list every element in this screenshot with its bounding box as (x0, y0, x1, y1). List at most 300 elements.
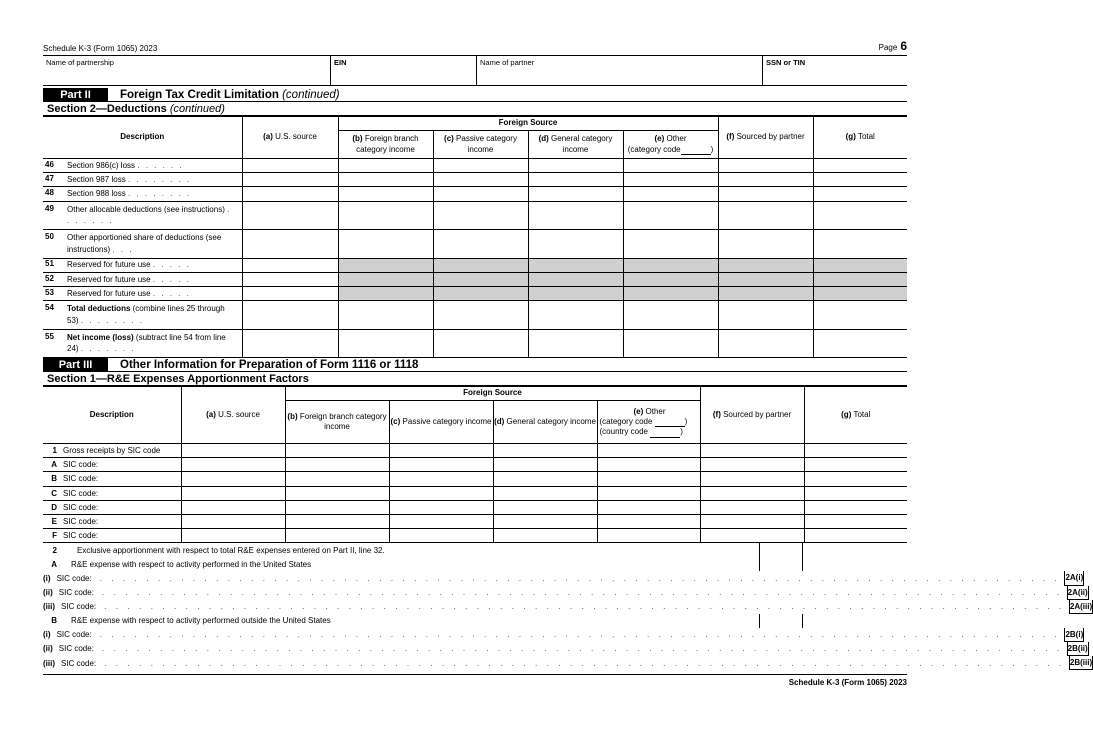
table-row (43, 258, 907, 272)
cell-d[interactable] (528, 329, 623, 358)
cell-e[interactable] (597, 514, 700, 528)
part2-rows (43, 159, 907, 358)
amount-blank (803, 614, 907, 628)
sic-label: SIC code: (63, 460, 99, 470)
cell-d[interactable] (528, 230, 623, 259)
line-bold: Total deductions (67, 304, 131, 314)
col-e: (e) Other (category code ) (623, 131, 718, 159)
cell-c (433, 286, 528, 300)
cell-d[interactable] (528, 187, 623, 201)
sic-label: SIC code: (58, 588, 94, 598)
table-row (43, 272, 907, 286)
sub-line-row (43, 586, 1088, 600)
p3-col-c-text: Passive category income (402, 416, 492, 426)
line-label: Gross receipts by SIC code (63, 446, 161, 456)
cell-b[interactable] (285, 458, 389, 472)
sic-label: SIC code: (63, 488, 99, 498)
line2-section (43, 543, 1093, 670)
cell-g[interactable] (804, 514, 907, 528)
part3-label: Part III (43, 358, 108, 372)
cell-e[interactable] (597, 500, 700, 514)
cell-a[interactable] (181, 486, 285, 500)
cell-d[interactable] (528, 201, 623, 230)
line-ref: 2B(i) (1064, 628, 1084, 642)
line-number: 46 (45, 159, 54, 169)
line-text (67, 174, 238, 186)
part2-title-text: Foreign Tax Credit Limitation (120, 88, 279, 101)
line-text (67, 303, 238, 326)
cell-c[interactable] (389, 486, 493, 500)
cell-a[interactable] (242, 329, 338, 358)
leader-dots: . . . . . (152, 260, 191, 270)
cell-c[interactable] (433, 230, 528, 259)
cell-c[interactable] (389, 529, 493, 543)
cell-d (528, 272, 623, 286)
cell-f[interactable] (718, 201, 813, 230)
table-row (43, 286, 907, 300)
cell-b[interactable] (285, 514, 389, 528)
cell-b[interactable] (338, 159, 433, 173)
line-number: 49 (45, 203, 54, 213)
cell-d[interactable] (493, 529, 597, 543)
roman-numeral: (ii) (43, 588, 53, 598)
line-number: A (51, 559, 57, 569)
cell-b[interactable] (285, 486, 389, 500)
cell-a[interactable] (181, 444, 285, 458)
table-row (43, 187, 907, 201)
part3-section-title: Section 1—R&E Expenses Apportionment Factors (43, 372, 907, 386)
ssn-tin-field[interactable] (762, 56, 907, 85)
row-description (43, 258, 242, 272)
page-label: Page (878, 43, 898, 52)
line-text (67, 188, 238, 200)
part3-title: Other Information for Preparation of Form 1116 or 1118 (120, 358, 419, 371)
p3-col-c-letter: (c) (390, 416, 401, 426)
cell-f[interactable] (718, 159, 813, 173)
table-row (43, 201, 907, 230)
row-letter: D (51, 502, 57, 512)
cell-g (813, 286, 907, 300)
cell-g[interactable] (804, 500, 907, 514)
cell-a[interactable] (242, 230, 338, 259)
sic-row (43, 486, 907, 500)
line-text (67, 259, 238, 271)
line2-header (43, 543, 907, 557)
cell-c[interactable] (433, 173, 528, 187)
cell-d[interactable] (493, 486, 597, 500)
col-d-letter: (d) (538, 134, 549, 144)
cell-f (718, 272, 813, 286)
sic-row (43, 529, 907, 543)
col-a-text: U.S. source (275, 132, 317, 142)
cell-g[interactable] (804, 472, 907, 486)
sic-row (43, 500, 907, 514)
cell-e[interactable] (623, 173, 718, 187)
table-row (43, 301, 907, 330)
ref-blank (759, 543, 803, 557)
line-number: 50 (45, 232, 54, 242)
cell-f[interactable] (718, 329, 813, 358)
cell-b[interactable] (338, 173, 433, 187)
cell-c[interactable] (389, 514, 493, 528)
col-d-text: General category income (551, 134, 613, 154)
ein-label: EIN (334, 58, 347, 67)
cell-g (813, 272, 907, 286)
form-page (43, 39, 1093, 688)
row-description (43, 486, 181, 500)
cell-c[interactable] (389, 472, 493, 486)
partnership-name-field[interactable] (43, 56, 330, 85)
amount-blank (803, 557, 907, 571)
roman-numeral: (i) (43, 573, 51, 583)
sic-label: SIC code: (63, 502, 99, 512)
cell-f[interactable] (700, 444, 804, 458)
part2-title (120, 89, 340, 101)
cell-c (433, 272, 528, 286)
cell-d[interactable] (493, 458, 597, 472)
identification-row (43, 56, 907, 86)
cell-c[interactable] (433, 159, 528, 173)
roman-numeral: (iii) (43, 658, 55, 668)
line-number: 48 (45, 188, 54, 198)
cell-c[interactable] (433, 301, 528, 330)
sic-label: SIC code: (61, 658, 97, 668)
part3-header (43, 358, 907, 372)
cell-g[interactable] (813, 187, 907, 201)
p3-col-e-letter: (e) (633, 406, 644, 416)
row-description (43, 173, 242, 187)
cell-a[interactable] (242, 258, 338, 272)
sic-label: SIC code: (63, 531, 99, 541)
cell-f[interactable] (718, 230, 813, 259)
cell-f[interactable] (700, 486, 804, 500)
cell-g[interactable] (813, 159, 907, 173)
line-text (67, 232, 238, 255)
p3-col-g-letter: (g) (841, 409, 852, 419)
line-number: B (51, 616, 57, 626)
row-description (43, 529, 181, 543)
cell-e[interactable] (623, 201, 718, 230)
line2a-header (43, 557, 907, 571)
line-label: Other allocable deductions (see instructions) (67, 204, 225, 214)
form-footer: Schedule K-3 (Form 1065) 2023 (43, 674, 907, 687)
cell-b[interactable] (285, 472, 389, 486)
p3-foreign-source-text: Foreign Source (463, 388, 522, 398)
cell-e (623, 258, 718, 272)
cell-f[interactable] (700, 500, 804, 514)
part2-header (43, 88, 907, 102)
sub-line-row (43, 628, 1084, 642)
cell-b[interactable] (285, 529, 389, 543)
cell-b (338, 286, 433, 300)
cell-a[interactable] (181, 458, 285, 472)
row-description (43, 159, 242, 173)
cell-a[interactable] (181, 514, 285, 528)
row-letter: F (52, 531, 57, 541)
cell-a[interactable] (242, 272, 338, 286)
cell-b[interactable] (338, 230, 433, 259)
cell-c[interactable] (389, 458, 493, 472)
sic-row (43, 458, 907, 472)
line-number: 55 (45, 331, 54, 341)
line-number: 51 (45, 259, 54, 269)
cell-c[interactable] (433, 201, 528, 230)
p3-col-e-code: (category code (599, 416, 653, 426)
line-number: 47 (45, 173, 54, 183)
p3-col-foreign-source (285, 387, 700, 401)
cell-e[interactable] (623, 301, 718, 330)
line-label: (subtract line 54 from line 24) (67, 332, 226, 354)
sic-label: SIC code: (56, 630, 92, 640)
partnership-name-label: Name of partnership (46, 58, 114, 67)
col-description (43, 117, 242, 159)
line-label: Reserved for future use (67, 274, 151, 284)
part2-label: Part II (43, 88, 108, 102)
line-text (67, 274, 238, 286)
cell-e (623, 286, 718, 300)
col-g-letter: (g) (845, 132, 856, 142)
p3-col-description-text: Description (89, 409, 134, 419)
page-number: 6 (900, 39, 907, 53)
cell-f[interactable] (718, 187, 813, 201)
p3-col-e-country: (country code (599, 427, 648, 437)
p3-col-f-letter: (f) (712, 409, 721, 419)
p3-col-c (389, 401, 493, 444)
cell-e[interactable] (597, 444, 700, 458)
leader-dots: . . . . . (152, 288, 191, 298)
part2-deductions-table (43, 116, 907, 358)
line-label: Reserved for future use (67, 288, 151, 298)
cell-g[interactable] (813, 201, 907, 230)
row-description (43, 514, 181, 528)
cell-g[interactable] (804, 444, 907, 458)
line-text (67, 288, 238, 300)
leader-dots: . . . . . . (137, 160, 184, 170)
cell-f[interactable] (700, 529, 804, 543)
p3-col-description (43, 387, 181, 444)
line-label: Other apportioned share of deductions (see instructions) (67, 233, 222, 254)
cell-d (528, 258, 623, 272)
cell-e[interactable] (597, 472, 700, 486)
cell-e[interactable] (597, 529, 700, 543)
gross-receipts-row (43, 444, 907, 458)
table-row (43, 329, 907, 358)
cell-f (718, 258, 813, 272)
p3-col-d-text: General category income (506, 416, 596, 426)
row-description (43, 472, 181, 486)
col-c-letter: (c) (444, 134, 454, 144)
line-ref: 2A(ii) (1067, 586, 1089, 600)
form-header (43, 40, 907, 56)
cell-e[interactable] (623, 159, 718, 173)
part2-section-continued: (continued) (169, 103, 225, 115)
p3-col-a-text: U.S. source (218, 409, 260, 419)
ref-blank (759, 557, 803, 571)
sub-line-row (43, 642, 1088, 656)
line-ref: 2B(ii) (1067, 642, 1089, 656)
line-label: Section 988 loss (67, 189, 126, 199)
line-label: R&E expense with respect to activity performed outside the United States (71, 616, 331, 626)
cell-c[interactable] (433, 329, 528, 358)
row-description (43, 272, 242, 286)
cell-d[interactable] (528, 301, 623, 330)
col-description-text: Description (120, 132, 165, 142)
cell-d[interactable] (493, 444, 597, 458)
col-e-letter: (e) (654, 134, 665, 144)
cell-g[interactable] (813, 301, 907, 330)
cell-b[interactable] (285, 444, 389, 458)
cell-c (433, 258, 528, 272)
row-letter: B (51, 474, 57, 484)
cell-a[interactable] (242, 187, 338, 201)
line-bold: Net income (loss) (67, 332, 134, 342)
row-letter: E (51, 516, 57, 526)
p3-country-code-blank[interactable] (650, 437, 680, 438)
row-description (43, 444, 181, 458)
part2-continued: (continued) (282, 88, 340, 101)
leader-dots: . . . . . (152, 274, 191, 284)
col-a-letter: (a) (263, 132, 273, 142)
cell-a[interactable] (242, 286, 338, 300)
table-row (43, 230, 907, 259)
col-b (338, 131, 433, 159)
line-ref: 2B(iii) (1069, 656, 1093, 670)
table-row (43, 159, 907, 173)
sub-line-row (43, 656, 1093, 670)
row-description (43, 187, 242, 201)
cell-d[interactable] (528, 173, 623, 187)
part2-section-text: Section 2—Deductions (47, 103, 167, 115)
foreign-source-text: Foreign Source (498, 118, 558, 128)
cell-g[interactable] (804, 458, 907, 472)
cell-f[interactable] (718, 173, 813, 187)
leader-dots: . . . . . . . . (127, 189, 192, 199)
cell-g[interactable] (813, 329, 907, 358)
cell-b[interactable] (338, 329, 433, 358)
leader-dots: . . . . . . . . . . . . . . . . . . . . . . . . . . . . . . . . . . . . . . . . . . . . . . . . . . . . . . . . . . . . . . . . . . . . . . . . . . . . . . . . . . . (99, 573, 1061, 583)
leader-dots: . . . . . . . . . . . . . . . . . . . . . . . . . . . . . . . . . . . . . . . . . . . . . . . . . . . . . . . . . . . . . . . . . . . . . . . . . . . . . . . . . . . (101, 588, 1063, 598)
col-e-code: (category code (627, 144, 681, 154)
col-g (813, 117, 907, 159)
line-text (67, 160, 238, 172)
cell-f[interactable] (700, 514, 804, 528)
cell-a[interactable] (242, 201, 338, 230)
form-id: Schedule K-3 (Form 1065) 2023 (43, 44, 158, 53)
line-label: Exclusive apportionment with respect to total R&E expenses entered on Part II, line 32. (77, 545, 385, 555)
col-g-text: Total (857, 132, 875, 142)
cell-f[interactable] (718, 301, 813, 330)
row-letter: C (51, 488, 57, 498)
line-label: R&E expense with respect to activity performed in the United States (71, 559, 312, 569)
cell-d[interactable] (493, 472, 597, 486)
cell-a[interactable] (242, 159, 338, 173)
partner-name-field[interactable] (476, 56, 762, 85)
ein-field[interactable] (330, 56, 476, 85)
category-code-blank[interactable] (681, 154, 711, 155)
cell-e[interactable] (623, 230, 718, 259)
col-c (433, 131, 528, 159)
col-a (242, 117, 338, 159)
cell-e[interactable] (597, 486, 700, 500)
line-ref: 2A(i) (1064, 571, 1084, 585)
sic-label: SIC code: (58, 644, 94, 654)
cell-d[interactable] (493, 500, 597, 514)
cell-c[interactable] (433, 187, 528, 201)
line2b-header (43, 614, 907, 628)
roman-numeral: (ii) (43, 644, 53, 654)
amount-blank (803, 543, 907, 557)
cell-g[interactable] (813, 173, 907, 187)
p3-col-e: (e) Other (category code ) (country code ) (597, 401, 700, 444)
cell-c[interactable] (389, 500, 493, 514)
row-description (43, 230, 242, 259)
cell-d[interactable] (493, 514, 597, 528)
cell-a[interactable] (181, 529, 285, 543)
leader-dots: . . . . . . . (80, 344, 136, 354)
cell-e[interactable] (623, 329, 718, 358)
cell-e[interactable] (623, 187, 718, 201)
p3-col-b-text: Foreign branch category income (299, 411, 387, 432)
p3-col-d (493, 401, 597, 444)
cell-d[interactable] (528, 159, 623, 173)
row-description (43, 500, 181, 514)
cell-e[interactable] (597, 458, 700, 472)
line-number: 1 (52, 446, 57, 456)
sic-label: SIC code: (61, 602, 97, 612)
cell-a[interactable] (181, 500, 285, 514)
p3-col-g-text: Total (853, 409, 871, 419)
cell-b[interactable] (338, 187, 433, 201)
row-description (43, 201, 242, 230)
p3-col-e-text: Other (645, 406, 666, 416)
cell-g[interactable] (804, 486, 907, 500)
cell-f[interactable] (700, 472, 804, 486)
cell-b[interactable] (338, 201, 433, 230)
cell-f (718, 286, 813, 300)
p3-col-b (285, 401, 389, 444)
leader-dots: . . . . . . . . . . . . . . . . . . . . . . . . . . . . . . . . . . . . . . . . . . . . . . . . . . . . . . . . . . . . . . . . . . . . . . . . . . . . . . . . . . . (99, 630, 1061, 640)
col-f (718, 117, 813, 159)
sub-line-row (43, 600, 1093, 614)
cell-g[interactable] (813, 230, 907, 259)
sub-line-row (43, 571, 1084, 585)
cell-g[interactable] (804, 529, 907, 543)
p3-col-f-text: Sourced by partner (723, 409, 792, 419)
row-description (43, 301, 242, 330)
sic-label: SIC code: (63, 516, 99, 526)
cell-a[interactable] (181, 472, 285, 486)
col-b-letter: (b) (352, 134, 363, 144)
line-label: Section 986(c) loss (67, 160, 136, 170)
cell-g (813, 258, 907, 272)
cell-a[interactable] (242, 301, 338, 330)
cell-a[interactable] (242, 173, 338, 187)
cell-e (623, 272, 718, 286)
col-b-text: Foreign branch category income (356, 134, 419, 154)
cell-b[interactable] (338, 301, 433, 330)
table-row (43, 173, 907, 187)
roman-numeral: (i) (43, 630, 51, 640)
leader-dots: . . . . . . . . (80, 315, 145, 325)
line-number: 53 (45, 287, 54, 297)
cell-f[interactable] (700, 458, 804, 472)
leader-dots: . . . . . . . . . . . . . . . . . . . . . . . . . . . . . . . . . . . . . . . . . . . . . . . . . . . . . . . . . . . . . . . . . . . . . . . . . . . . . . . . . . . (104, 658, 1065, 668)
col-c-text: Passive category income (456, 134, 517, 154)
row-description (43, 458, 181, 472)
cell-c[interactable] (389, 444, 493, 458)
p3-col-b-letter: (b) (287, 411, 298, 421)
cell-b[interactable] (285, 500, 389, 514)
